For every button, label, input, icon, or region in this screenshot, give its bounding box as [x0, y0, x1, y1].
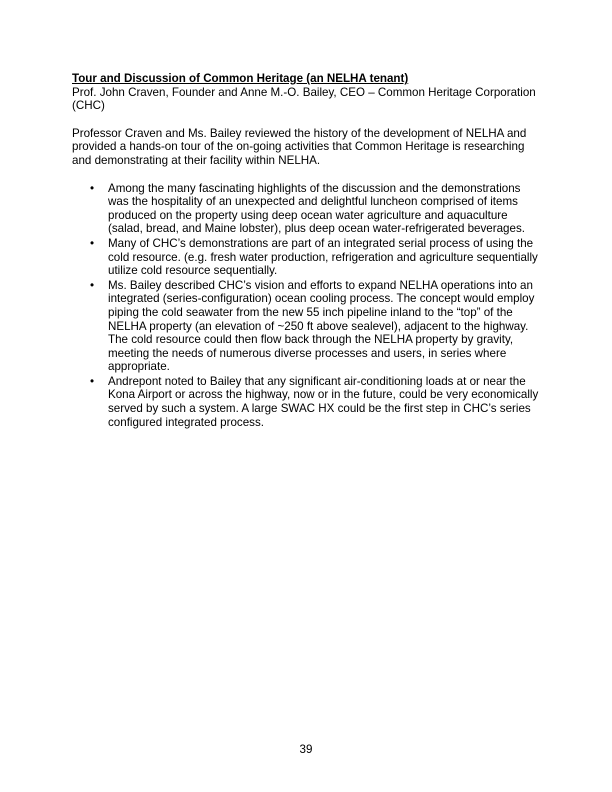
- bullet-list: [72, 182, 544, 430]
- document-body: [72, 72, 544, 430]
- bullet-icon: •: [90, 278, 95, 292]
- presenters-line: Prof. John Craven, Founder and Anne M.-O. Bailey, CEO – Common Heritage Corporation (CHC): [72, 85, 536, 113]
- bullet-text: Among the many fascinating highlights of the discussion and the demonstrations was the hospitality of an unexpected and delightful luncheon comprised of items produced on the property using deep ocean water agriculture and aquaculture (salad, bread, and Maine lobster), plus deep ocean water-refrigerated beverages.: [108, 181, 525, 236]
- intro-paragraph: Professor Craven and Ms. Bailey reviewed the history of the development of NELHA and provided a hands-on tour of the on-going activities that Common Heritage is researching and demonstrating at their facility within NELHA.: [72, 126, 527, 167]
- section-title: Tour and Discussion of Common Heritage (an NELHA tenant): [72, 72, 409, 85]
- page-number: 39: [299, 743, 313, 756]
- bullet-icon: •: [90, 236, 95, 250]
- bullet-item: [72, 182, 544, 236]
- bullet-icon: •: [90, 374, 95, 388]
- bullet-text: Many of CHC’s demonstrations are part of an integrated serial process of using the cold resource. (e.g. fresh water production, refrigeration and agriculture sequentially utilize cold resource sequentially.: [108, 236, 538, 278]
- bullet-text: Andrepont noted to Bailey that any significant air-conditioning loads at or near the Kona Airport or across the highway, now or in the future, could be very economically served by such a system. A large SWAC HX could be the first step in CHC’s series configured integrated process.: [108, 374, 539, 429]
- bullet-item: [72, 237, 544, 278]
- bullet-text: Ms. Bailey described CHC’s vision and efforts to expand NELHA operations into an integrated (series-configuration) ocean cooling process. The concept would employ piping the cold seawater from the new 55 inch pipeline inland to the “top” of the NELHA property (an elevation of ~250 ft above sealevel), adjacent to the highway. The cold resource could then flow back through the NELHA property by gravity, meeting the needs of numerous diverse processes and users, in series where appropriate.: [108, 278, 535, 374]
- bullet-item: [72, 279, 544, 374]
- bullet-icon: •: [90, 181, 95, 195]
- bullet-item: [72, 375, 544, 429]
